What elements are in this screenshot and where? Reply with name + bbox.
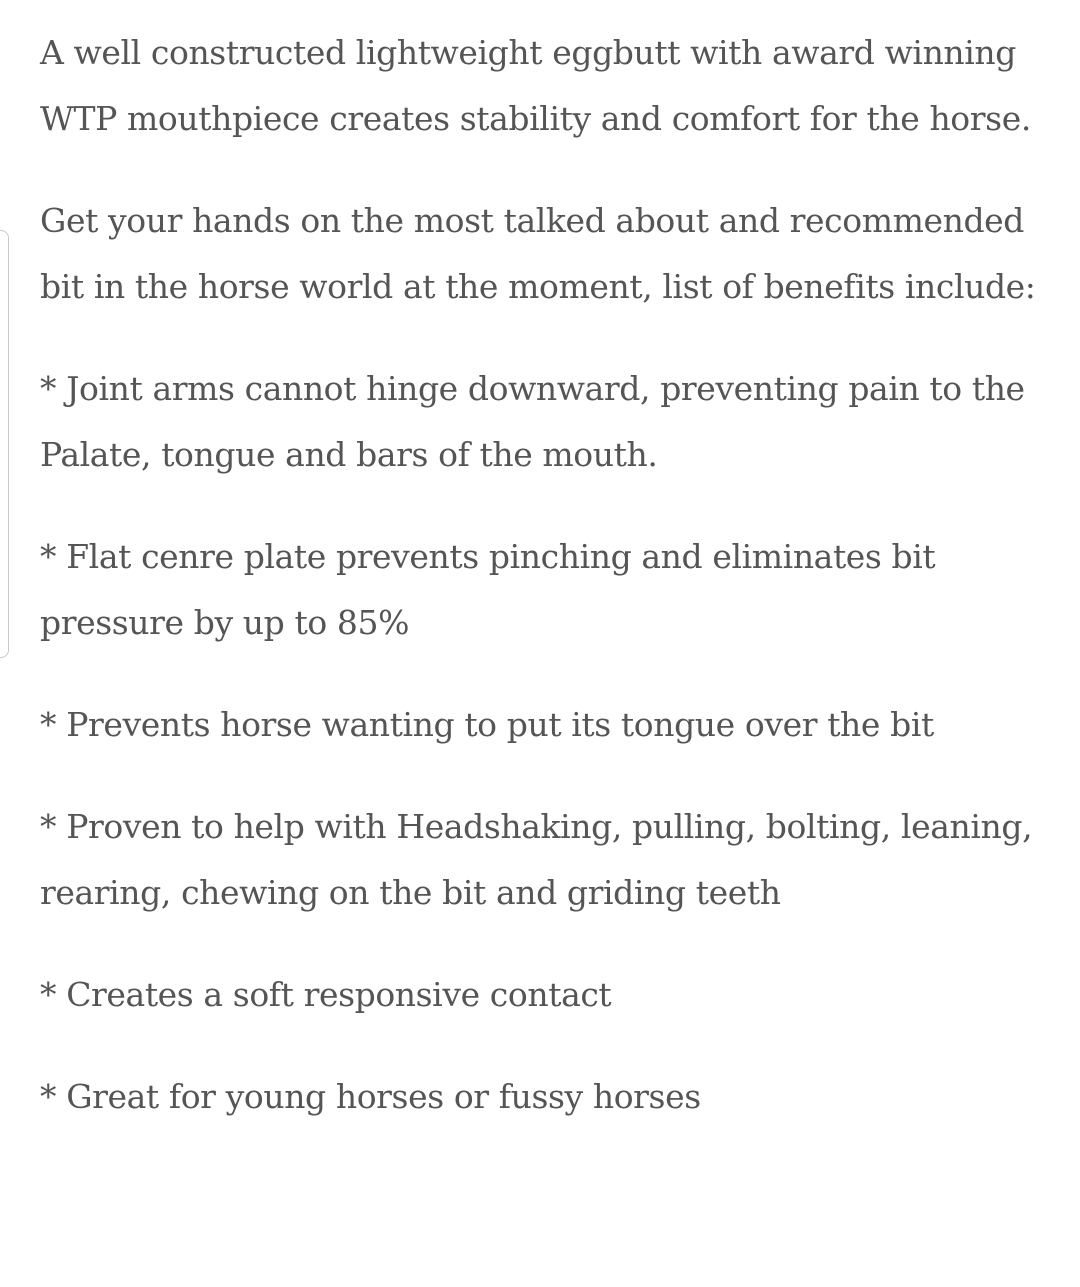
benefit-item: * Proven to help with Headshaking, pulling, bolting, leaning, rearing, chewing on the bit and griding teeth	[40, 807, 1033, 912]
benefit-item: * Flat cenre plate prevents pinching and eliminates bit pressure by up to 85%	[40, 537, 936, 642]
description-paragraph: Get your hands on the most talked about and recommended bit in the horse world at the moment, list of benefits include:	[40, 201, 1036, 306]
benefit-item: * Great for young horses or fussy horses	[40, 1077, 701, 1116]
side-panel-tab[interactable]	[0, 230, 9, 658]
product-description	[40, 20, 1050, 1130]
description-paragraph: A well constructed lightweight eggbutt with award winning WTP mouthpiece creates stability and comfort for the horse.	[40, 33, 1031, 138]
benefit-item: * Joint arms cannot hinge downward, preventing pain to the Palate, tongue and bars of the mouth.	[40, 369, 1025, 474]
benefit-item: * Prevents horse wanting to put its tongue over the bit	[40, 705, 934, 744]
benefit-item: * Creates a soft responsive contact	[40, 975, 612, 1014]
